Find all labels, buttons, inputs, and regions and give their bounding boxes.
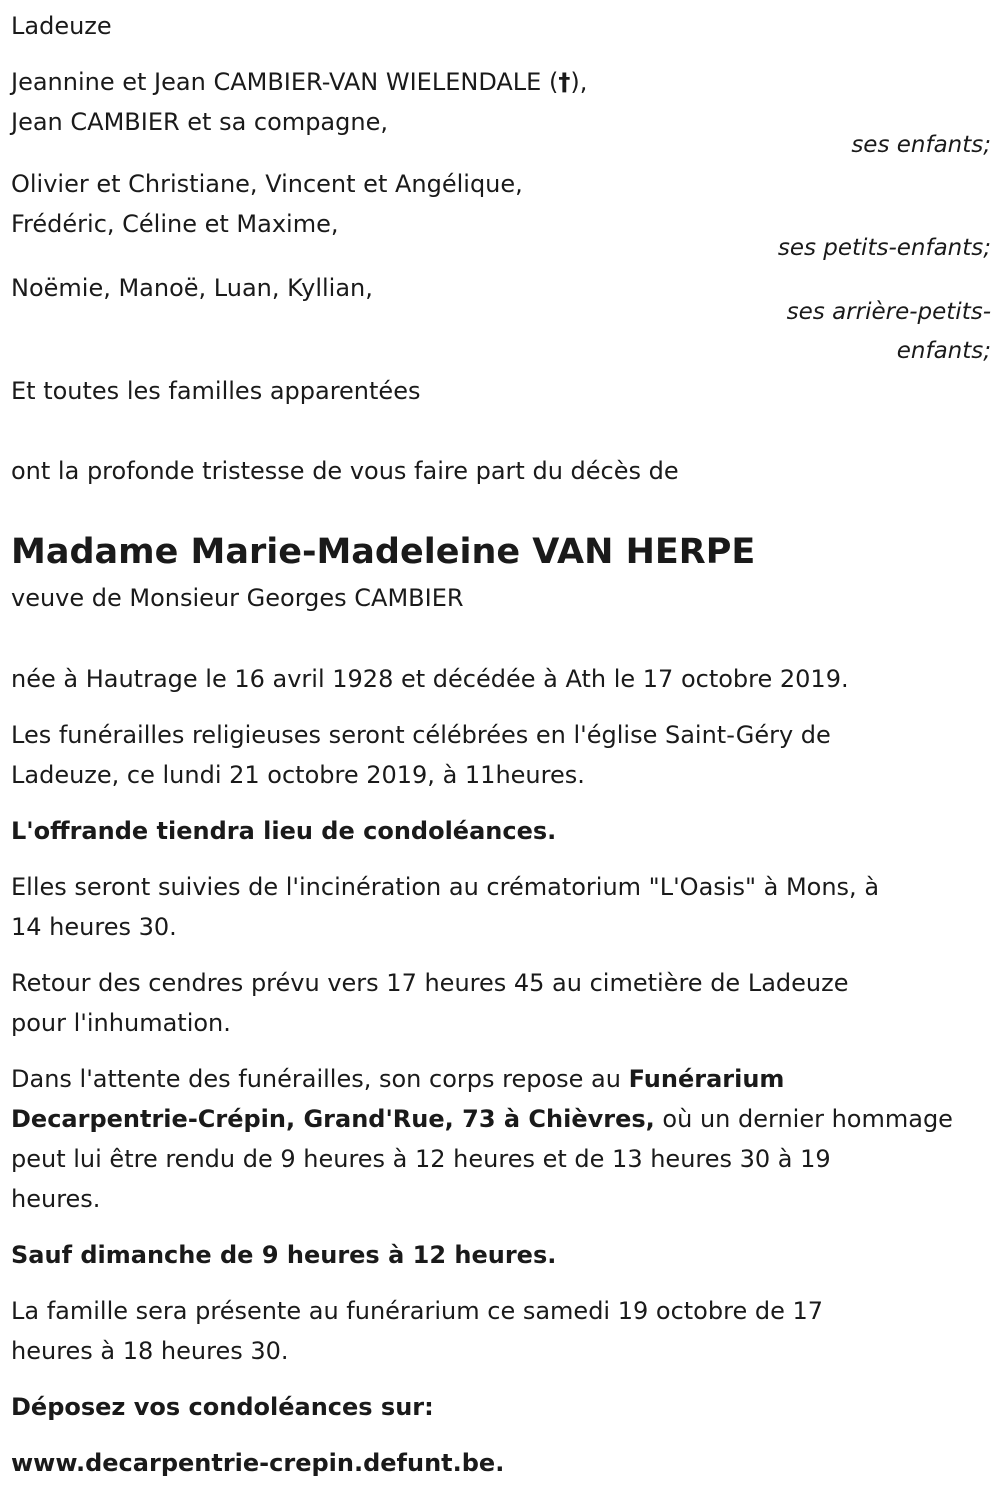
cremation-line-2: 14 heures 30. <box>11 913 177 941</box>
place-name: Ladeuze <box>11 12 112 40</box>
grandchildren-line-1: Olivier et Christiane, Vincent et Angélique, <box>11 170 523 198</box>
ashes-line-1: Retour des cendres prévu vers 17 heures 45 au cimetière de Ladeuze <box>11 969 849 997</box>
grandchildren-label: ses petits-enfants; <box>777 235 991 261</box>
condolences-label: Déposez vos condoléances sur: <box>11 1393 434 1421</box>
funeral-line-2: Ladeuze, ce lundi 21 octobre 2019, à 11heures. <box>11 761 585 789</box>
grandchildren-line-2: Frédéric, Céline et Maxime, <box>11 210 339 238</box>
repose-line-4: heures. <box>11 1185 101 1213</box>
greatgrandchildren-label-2: enfants; <box>896 338 991 364</box>
children-line-2: Jean CAMBIER et sa compagne, <box>11 108 388 136</box>
greatgrandchildren-line-1: Noëmie, Manoë, Luan, Kyllian, <box>11 274 373 302</box>
repose-line-3: peut lui être rendu de 9 heures à 12 heures et de 13 heures 30 à 19 <box>11 1145 831 1173</box>
deceased-cross-icon: † <box>558 68 571 96</box>
deceased-name: Madame Marie-Madeleine VAN HERPE <box>11 532 756 572</box>
greatgrandchildren-label-1: ses arrière-petits- <box>786 299 991 325</box>
children-names-end: ), <box>570 68 588 96</box>
funeral-line-1: Les funérailles religieuses seront célébrées en l'église Saint-Géry de <box>11 721 831 749</box>
repose-text: Dans l'attente des funérailles, son corps repose au <box>11 1065 629 1093</box>
announcement: ont la profonde tristesse de vous faire part du décès de <box>11 457 679 485</box>
family-present-line-1: La famille sera présente au funérarium ce samedi 19 octobre de 17 <box>11 1297 824 1325</box>
children-line-1 <box>11 62 587 102</box>
funerarium-address: Decarpentrie-Crépin, Grand'Rue, 73 à Chièvres, <box>11 1105 655 1133</box>
family-present-line-2: heures à 18 heures 30. <box>11 1337 289 1365</box>
sunday-notice: Sauf dimanche de 9 heures à 12 heures. <box>11 1241 557 1269</box>
condolences-link[interactable]: www.decarpentrie-crepin.defunt.be. <box>11 1449 505 1477</box>
funerarium-name: Funérarium <box>628 1065 785 1093</box>
ashes-line-2: pour l'inhumation. <box>11 1009 231 1037</box>
repose-text-cont: où un dernier hommage <box>654 1105 953 1133</box>
birth-death: née à Hautrage le 16 avril 1928 et décédée à Ath le 17 octobre 2019. <box>11 665 849 693</box>
other-families: Et toutes les familles apparentées <box>11 377 421 405</box>
repose-line-2 <box>11 1099 953 1139</box>
offering-notice: L'offrande tiendra lieu de condoléances. <box>11 817 557 845</box>
children-names: Jeannine et Jean CAMBIER-VAN WIELENDALE ( <box>11 68 559 96</box>
widow-of: veuve de Monsieur Georges CAMBIER <box>11 584 464 612</box>
repose-line-1 <box>11 1059 784 1099</box>
cremation-line-1: Elles seront suivies de l'incinération au crématorium "L'Oasis" à Mons, à <box>11 873 880 901</box>
children-label: ses enfants; <box>851 132 991 158</box>
